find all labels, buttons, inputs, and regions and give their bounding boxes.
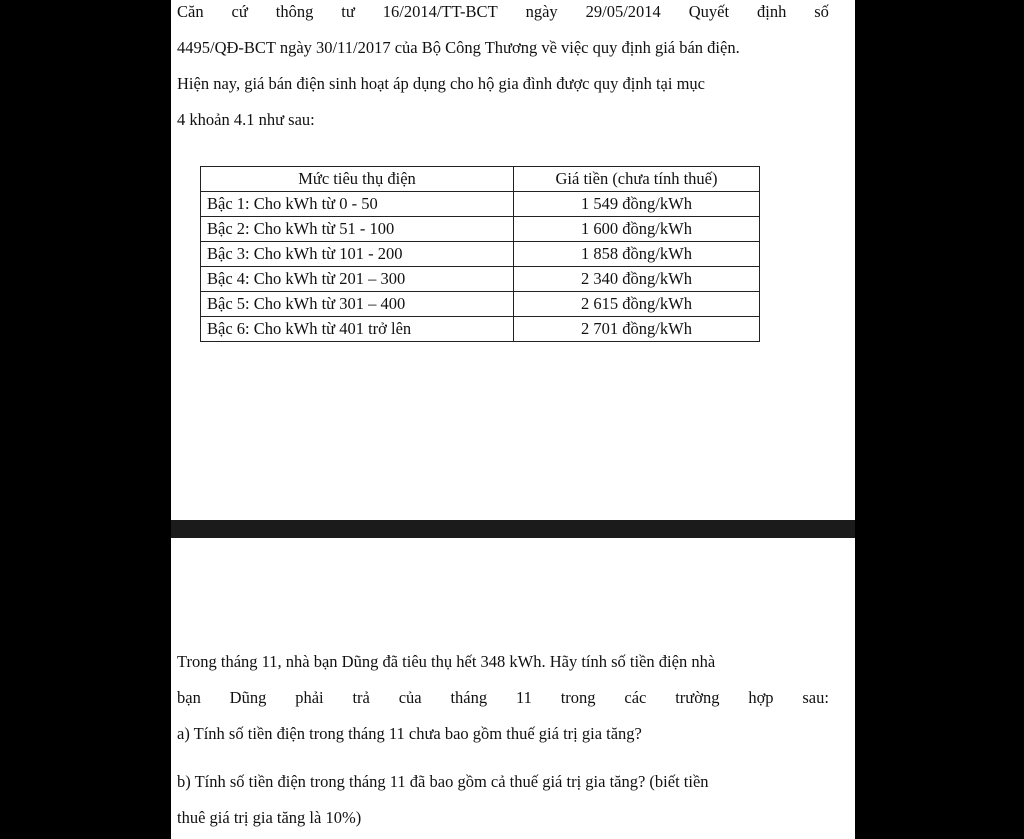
word: cứ (231, 2, 248, 21)
word: Dũng (229, 688, 267, 707)
table-header-row (201, 167, 760, 192)
tier-price: 1 600 đồng/kWh (514, 217, 760, 242)
word: 11 (515, 688, 532, 707)
word: phải (295, 688, 324, 707)
tier-label: Bậc 2: Cho kWh từ 51 - 100 (201, 217, 514, 242)
question-a: a) Tính số tiền điện trong tháng 11 chưa bao gồm thuế giá trị gia tăng? (177, 724, 642, 743)
word: trong (560, 688, 596, 707)
problem-line-1: Trong tháng 11, nhà bạn Dũng đã tiêu thụ hết 348 kWh. Hãy tính số tiền điện nhà (177, 652, 716, 671)
word: ngày (525, 2, 558, 21)
word: của (398, 688, 422, 707)
intro-line-3: Hiện nay, giá bán điện sinh hoạt áp dụng cho hộ gia đình được quy định tại mục (177, 74, 705, 93)
intro-line-4: 4 khoản 4.1 như sau: (177, 110, 315, 129)
word: bạn (177, 688, 201, 707)
document-page-bottom (171, 538, 855, 839)
table-row (201, 317, 760, 342)
word: 29/05/2014 (585, 2, 661, 21)
tier-price: 2 701 đồng/kWh (514, 317, 760, 342)
electricity-price-table (200, 166, 760, 342)
table-row (201, 267, 760, 292)
word: 16/2014/TT-BCT (382, 2, 498, 21)
page-divider (171, 520, 855, 538)
word: trả (352, 688, 370, 707)
table-row (201, 192, 760, 217)
table-row (201, 217, 760, 242)
column-header-consumption: Mức tiêu thụ điện (201, 167, 514, 192)
word: Quyết (688, 2, 730, 21)
tier-price: 2 615 đồng/kWh (514, 292, 760, 317)
column-header-price: Giá tiền (chưa tính thuế) (514, 167, 760, 192)
tier-price: 1 858 đồng/kWh (514, 242, 760, 267)
document-page-top (171, 0, 855, 520)
tier-price: 2 340 đồng/kWh (514, 267, 760, 292)
table-row (201, 242, 760, 267)
tier-label: Bậc 4: Cho kWh từ 201 – 300 (201, 267, 514, 292)
word: Căn (177, 2, 204, 21)
word: tư (341, 2, 355, 21)
word: tháng (450, 688, 488, 707)
tier-label: Bậc 5: Cho kWh từ 301 – 400 (201, 292, 514, 317)
question-b-line-1: b) Tính số tiền điện trong tháng 11 đã bao gồm cả thuế giá trị gia tăng? (biết tiền (177, 772, 709, 791)
word: sau: (802, 688, 829, 707)
word: số (814, 2, 829, 21)
intro-line-2: 4495/QĐ-BCT ngày 30/11/2017 của Bộ Công Thương về việc quy định giá bán điện. (177, 38, 740, 57)
word: trường (675, 688, 720, 707)
word: các (624, 688, 647, 707)
tier-label: Bậc 6: Cho kWh từ 401 trở lên (201, 317, 514, 342)
tier-price: 1 549 đồng/kWh (514, 192, 760, 217)
tier-label: Bậc 1: Cho kWh từ 0 - 50 (201, 192, 514, 217)
question-b-line-2: thuê giá trị gia tăng là 10%) (177, 808, 362, 827)
word: định (756, 2, 787, 21)
tier-label: Bậc 3: Cho kWh từ 101 - 200 (201, 242, 514, 267)
table-row (201, 292, 760, 317)
word: hợp (748, 688, 774, 707)
intro-line-1 (177, 2, 829, 22)
problem-line-2 (177, 688, 829, 708)
word: thông (275, 2, 314, 21)
